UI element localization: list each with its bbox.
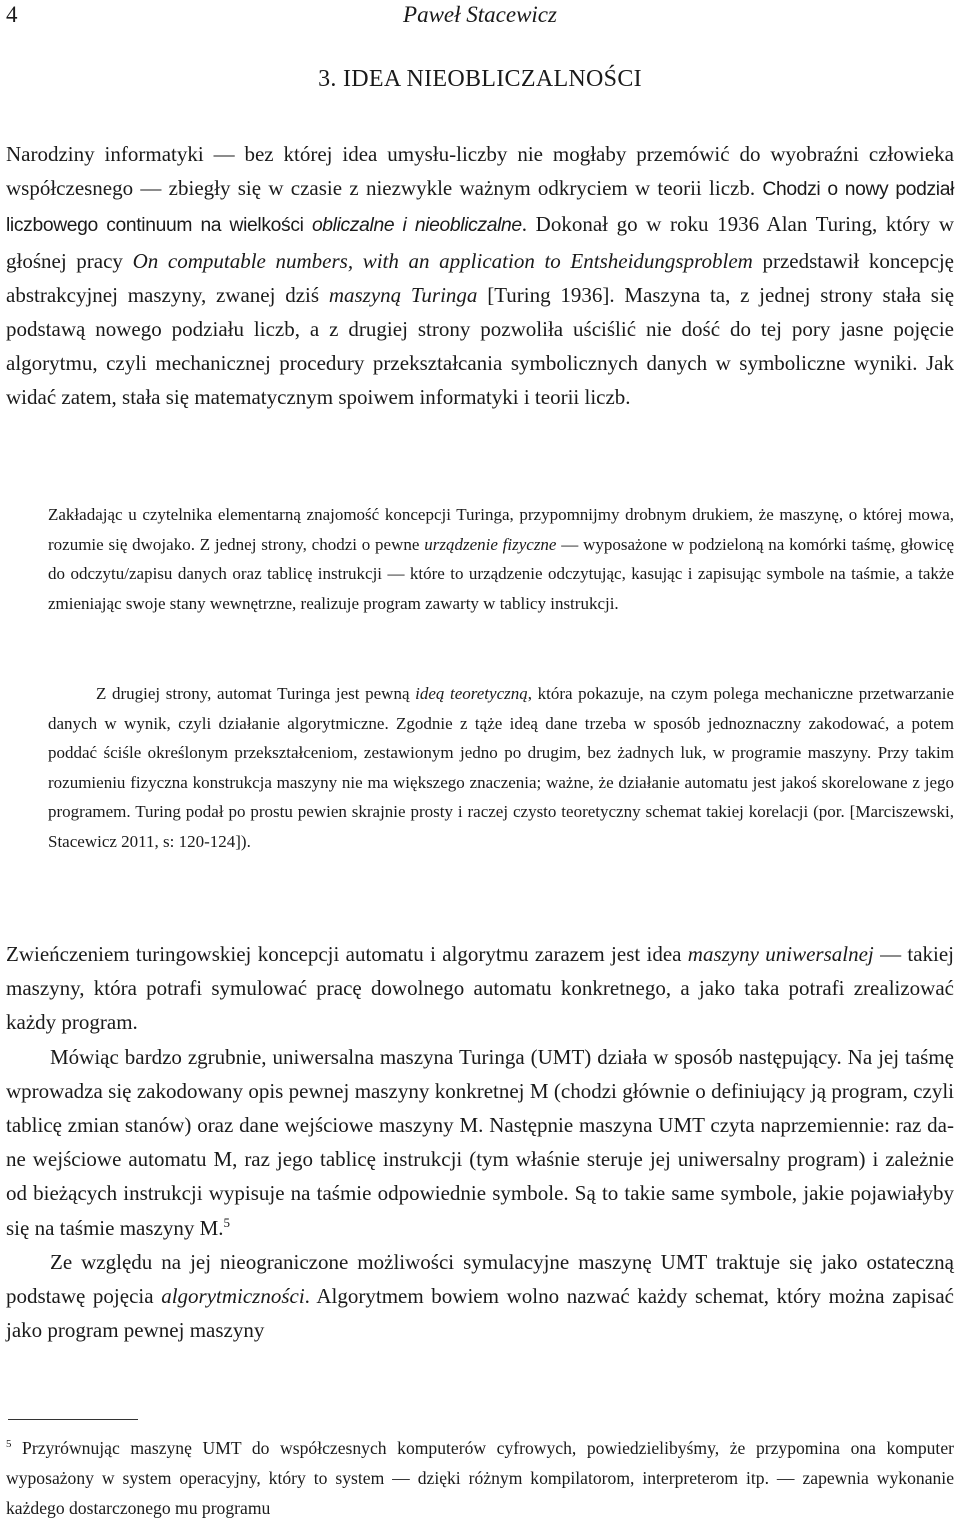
- cited-title: On computable numbers, with an application to Entsheidungsproblem: [132, 248, 753, 273]
- body-paragraph-4: [6, 1245, 954, 1348]
- body-paragraph-3: [6, 1040, 954, 1245]
- text-run: — wyposażone w podzieloną na komórki taśmę, głowicę do odczytu/zapisu danych oraz tablicę instrukcji — które to urządzenie odczytując, kasując i zapisując symbole na taśmie, a także zmieniając swoje stany wewnętrzne, realizuje program zawarty w tablicy instrukcji.: [48, 534, 955, 613]
- text-run: — takiej maszyny, która potrafi symulować pracę dowolnego automatu konkretnego, a jako taka potrafi zrealizować każdy program.: [6, 942, 955, 1035]
- text-run: Zgodnie z tąże ideą dane trzeba w sposób jednoznaczny zakodować, a potem poddać ściśle określonym przekształceniom, zestawionym jedno po drugim, bez żadnych luk, w programie maszyny.: [48, 713, 954, 763]
- text-run: Z jednej strony, chodzi o pewne: [199, 534, 420, 554]
- text-run: Na jej taśmę wprowadza się zakodowany opis pewnej maszyny konkretnej M (chodzi głównie o definiujący ją program, czyli tablicę zmian stanów) oraz dane wejściowe maszyny M.: [6, 1044, 955, 1138]
- italic-term: algorytmiczności: [161, 1284, 305, 1309]
- text-run: . Algorytmem bowiem wolno nazwać każdy schemat, który można zapisać jako program pewnej maszyny: [6, 1284, 954, 1343]
- text-run: Zwieńczeniem turingowskiej koncepcji automatu i algorytmu zarazem jest idea: [6, 942, 682, 966]
- italic-term: urządzenie fizyczne: [424, 534, 557, 554]
- footnote-separator: [8, 1419, 138, 1420]
- body-paragraph-2: [6, 937, 954, 1040]
- text-run: Zakładając u czytelnika elementarną znajomość koncepcji Turinga, przypomnijmy drobnym drukiem, że maszynę, o której mowa, rozumie się dwojako.: [48, 505, 954, 554]
- citation: [Turing 1936].: [487, 282, 615, 307]
- text-run: Narodziny informatyki — bez której idea umysłu-liczby nie mogłaby przemówić do wyobraźni człowieka współczesnego — zbiegły się w czasie z niezwykle ważnym odkryciem w teorii liczb.: [6, 142, 954, 201]
- running-header-author: Paweł Stacewicz: [403, 2, 557, 27]
- body-section-2: [6, 937, 954, 1347]
- small-print-paragraph-2: [48, 679, 954, 857]
- text-run: Następnie maszyna UMT czyta naprzemiennie: raz dane wejściowe automatu M, raz jego tablicę instrukcji (tym właśnie steruje jej uniwersalny program) i zależnie od bieżących instrukcji wypisuje na taśmie odpowiednie symbole.: [6, 1113, 955, 1206]
- body-paragraph-1: [6, 137, 954, 415]
- text-run: Turing podał po prostu pewien skrajnie prosty i raczej czysto teoretyczny schemat takiej korelacji (por. [Marciszewski, Stacewicz 2011, s: 120-124]).: [48, 802, 954, 851]
- text-run: Przy takim rozumieniu fizyczna konstrukcja maszyny nie ma większego znaczenia; ważne, że działanie automatu jest jakoś skorelowane z jego programem.: [48, 743, 954, 822]
- footnote-text: Przyrównując maszynę UMT do współczesnych komputerów cyfrowych, powiedzielibyśmy, że przypomina ona komputer wyposażony w system operacyjny, który to system — dzięki różnym kompilatorom, interpreterom itp. — zapewnia wykonanie każdego dostarczonego mu programu: [6, 1438, 954, 1518]
- text-run: Mówiąc bardzo zgrubnie, uniwersalna maszyna Turinga (UMT) działa w sposób następujący.: [50, 1044, 842, 1069]
- text-run: Są to takie same symbole, jakie pojawiałyby się na taśmie maszyny M.: [6, 1181, 955, 1240]
- text-run: Ze względu na jej nieograniczone możliwości symulacyjne maszynę UMT traktuje się jako ostateczną podstawę pojęcia: [6, 1249, 954, 1309]
- running-header: [6, 2, 954, 34]
- text-run: przedstawił koncepcję abstrakcyjnej maszyny, zwanej dziś: [6, 248, 955, 307]
- page-number: 4: [6, 2, 18, 27]
- section-title: 3. IDEA NIEOBLICZALNOŚCI: [318, 66, 642, 92]
- small-print-paragraph-1: [48, 500, 954, 618]
- footnote-reference[interactable]: 5: [223, 1214, 231, 1230]
- italic-term: maszyną Turinga: [328, 282, 478, 307]
- italic-term: ideą teoretyczną: [415, 684, 528, 703]
- text-run: Maszyna ta, z jednej strony stała się podstawą nowego podziału liczb, a z drugiej strony pozwoliła uściślić nie dość do tej pory jasne pojęcie algorytmu, czyli mechanicznej procedury przekształcania symbolicznych danych w symboliczne wyniki. Jak widać zatem, stała się matematycznym spoiwem informatyki i teorii liczb.: [6, 282, 955, 410]
- italic-term: obliczalne i nieobliczalne: [311, 215, 522, 237]
- text-run: Z drugiej strony, automat Turinga jest pewną: [96, 684, 410, 703]
- text-run: . Dokonał go w roku 1936 Alan Turing, który w głośnej pracy: [6, 212, 954, 273]
- text-run: , która pokazuje, na czym polega mechaniczne przetwarzanie danych w wynik, czyli działanie algorytmiczne.: [48, 684, 955, 733]
- footnote: [6, 1433, 954, 1523]
- text-run: Chodzi o nowy podział liczbowego continuum na wielkości: [6, 179, 955, 237]
- italic-term: maszyny uniwersalnej: [687, 942, 874, 966]
- footnote-number: 5: [6, 1438, 12, 1451]
